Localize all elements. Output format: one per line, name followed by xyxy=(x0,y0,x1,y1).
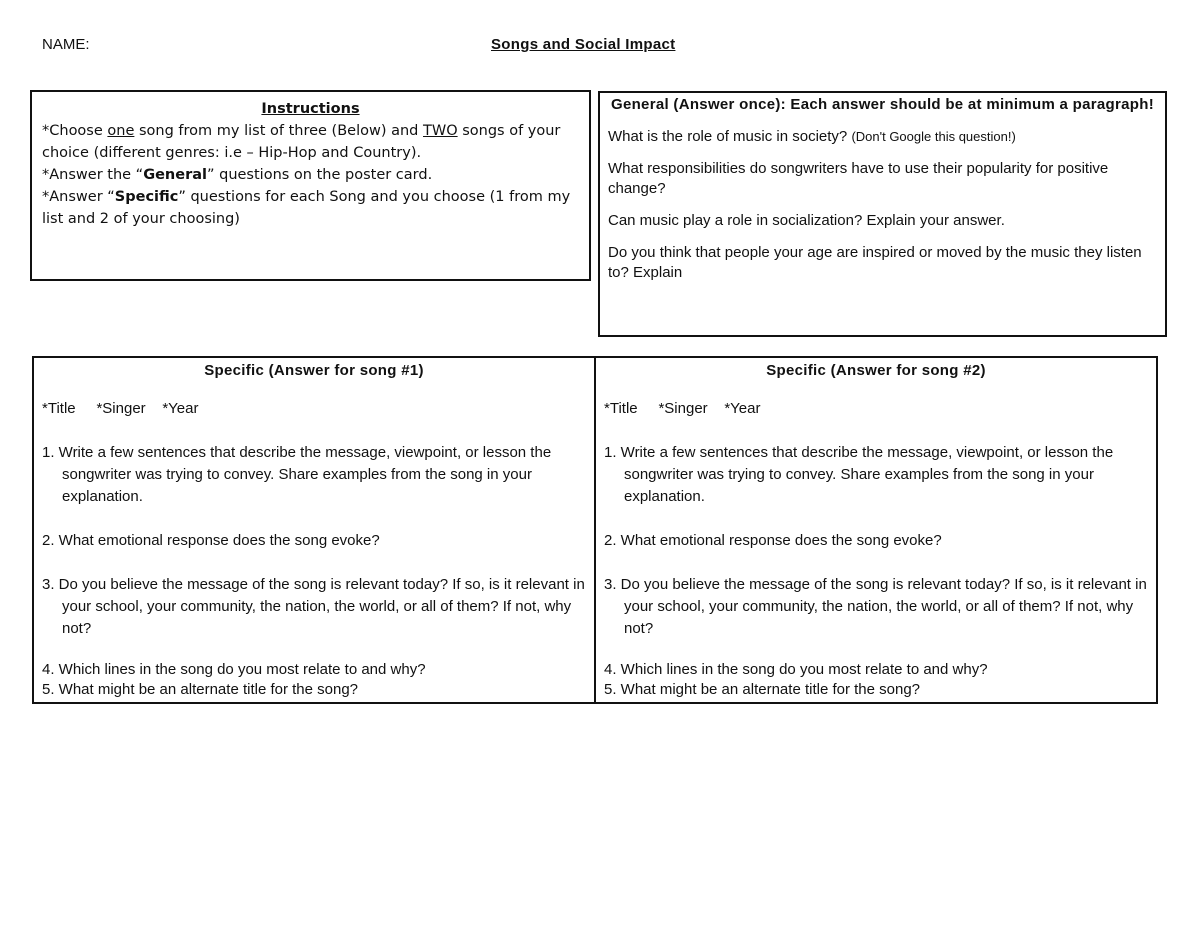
specific-question-2: 2. What emotional response does the song evoke? xyxy=(42,532,380,549)
specific-heading: Specific (Answer for song #1) xyxy=(204,362,424,379)
specific-column-song-1 xyxy=(34,358,594,702)
specific-heading: Specific (Answer for song #2) xyxy=(766,362,986,379)
specific-question-4: 4. Which lines in the song do you most relate to and why? xyxy=(42,661,426,678)
specific-question-3: 3. Do you believe the message of the song is relevant today? If so, is it relevant in your school, your community, the nation, the world, or all of them? If not, why not? xyxy=(604,576,1147,637)
specific-questions-table xyxy=(32,356,1158,704)
specific-question-5: 5. What might be an alternate title for the song? xyxy=(42,681,359,698)
specific-question-4: 4. Which lines in the song do you most relate to and why? xyxy=(604,661,988,678)
name-label: NAME: xyxy=(42,36,90,53)
specific-question-2: 2. What emotional response does the song evoke? xyxy=(604,532,942,549)
general-question-3: Can music play a role in socialization? Explain your answer. xyxy=(608,212,1005,229)
instruction-general: *Answer the “General” questions on the poster card. xyxy=(42,167,433,183)
song-fields: *Title *Singer *Year xyxy=(604,400,761,417)
general-questions-box xyxy=(598,91,1167,337)
general-heading: General (Answer once): Each answer should be at minimum a paragraph! xyxy=(610,96,1155,113)
general-question-4: Do you think that people your age are inspired or moved by the music they listen to? Explain xyxy=(608,244,1142,281)
page-title: Songs and Social Impact xyxy=(491,36,676,53)
specific-column-song-2 xyxy=(594,358,1156,702)
instruction-specific: *Answer “Specific” questions for each Song and you choose (1 from my list and 2 of your choosing) xyxy=(42,189,571,227)
instructions-box xyxy=(30,90,591,281)
specific-question-1: 1. Write a few sentences that describe the message, viewpoint, or lesson the songwriter was trying to convey. Share examples from the song in your explanation. xyxy=(42,444,552,505)
general-question-1: What is the role of music in society? (Don't Google this question!) xyxy=(608,128,1016,145)
general-question-2: What responsibilities do songwriters have to use their popularity for positive change? xyxy=(608,160,1109,197)
specific-question-3: 3. Do you believe the message of the song is relevant today? If so, is it relevant in your school, your community, the nation, the world, or all of them? If not, why not? xyxy=(42,576,585,637)
instructions-heading: Instructions xyxy=(261,101,360,117)
specific-question-5: 5. What might be an alternate title for the song? xyxy=(604,681,921,698)
instruction-choose-songs: *Choose one song from my list of three (Below) and TWO songs of your choice (different genres: i.e – Hip-Hop and Country). xyxy=(42,123,561,161)
specific-question-1: 1. Write a few sentences that describe the message, viewpoint, or lesson the songwriter was trying to convey. Share examples from the song in your explanation. xyxy=(604,444,1114,505)
song-fields: *Title *Singer *Year xyxy=(42,400,199,417)
general-question-1-note: (Don't Google this question!) xyxy=(851,129,1016,144)
